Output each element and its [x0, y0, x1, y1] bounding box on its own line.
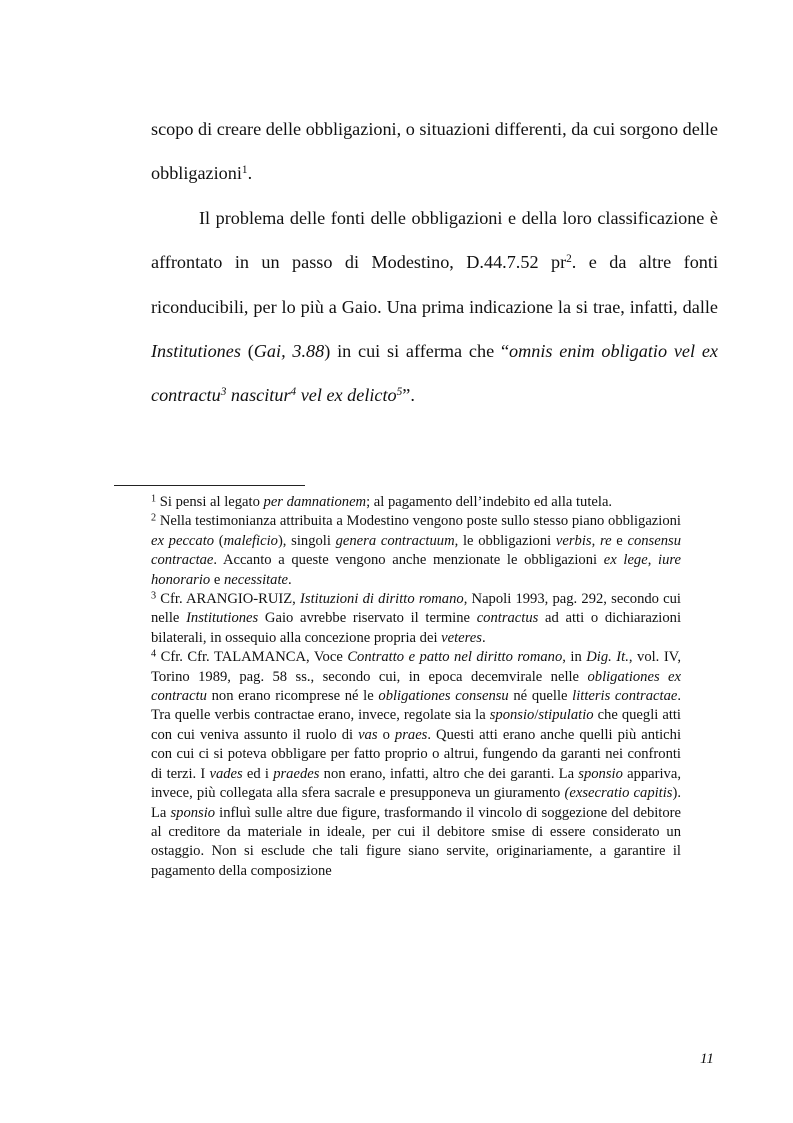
footnote-4: $^4$ Cfr. Cfr. TALAMANCA, Voce Contratto e patto nel diritto romano, in Dig. It., vol. IV, Torino 1989, pag. 58 ss., secondo cui, in epoca decemvirale nelle obligationes ex contractu non erano ricomprese né le obligationes consensu né quelle litteris contractae. Tra quelle verbis contractae erano, invece, regolate sia la sponsio/stipulatio che quegli atti con cui veniva assunto il ruolo di vas o praes. Questi atti erano anche quelli più antichi con cui ci si poteva obbligare per fatto proprio o altrui, fungendo da garanti nei confronti di terzi. I vades ed i praedes non erano, infatti, altro che dei garanti. La sponsio appariva, invece, più collegata alla sfera sacrale e presupponeva un giuramento (exsecratio capitis). La sponsio influì sulle altre due figure, trasformando il vincolo di soggezione del debitore al creditore da materiale in ideale, per cui il debitore smise di essere considerato un ostaggio. Non si esclude che tali figure siano servite, originariamente, a garantire il pagamento della composizione [151, 648, 682, 879]
page-number: 11 [700, 1051, 714, 1067]
footnote-ref-1: 1 [241, 164, 248, 177]
main-text [151, 107, 718, 418]
footnote-separator [114, 485, 305, 486]
latin-quote: omnis enim obligatio vel ex contractu$^3$ nascitur$^4$ vel ex delicto$^5$ [151, 341, 718, 406]
footnotes [151, 493, 681, 881]
paragraph-2: Il problema delle fonti delle obbligazioni e della loro classificazione è affrontato in un passo di Modestino, D.44.7.52 $pr^2$. e da altre fonti riconducibili, per lo più a Gaio. Una prima indicazione la si trae, infatti, dalle Institutiones (Gai, 3.88) in cui si afferma che “omnis enim obligatio vel ex contractu$^3$ nascitur$^4$ vel ex delicto$^5$”. [151, 207, 719, 406]
footnote-1: $^1$ Si pensi al legato per damnationem; al pagamento dell’indebito ed alla tutela. [151, 493, 613, 510]
footnote-3: $^3$ Cfr. ARANGIO-RUIZ, Istituzioni di diritto romano, Napoli 1993, pag. 292, secondo cui nelle Institutiones Gaio avrebbe riservato il termine contractus ad atti o dichiarazioni bilaterali, in ossequio alla concezione propria dei veteres. [151, 590, 681, 646]
footnote-ref-2: 2 [566, 253, 572, 266]
footnote-ref-3: 3 [220, 386, 227, 399]
footnote-2: $^2$ Nella testimonianza attribuita a Modestino vengono poste sullo stesso piano obbligazioni ex peccato (maleficio), singoli genera contractuum, le obbligazioni verbis, re e consensu contractae. Accanto a queste vengono anche menzionate le obbligazioni ex lege, iure honorario e necessitate. [151, 512, 681, 588]
footnote-ref-5: 5 [396, 386, 403, 399]
footnote-ref-4: 4 [290, 386, 297, 399]
paragraph-1: scopo di creare delle obbligazioni, o situazioni differenti, da cui sorgono delle obbligazioni$^1$. [151, 119, 718, 184]
